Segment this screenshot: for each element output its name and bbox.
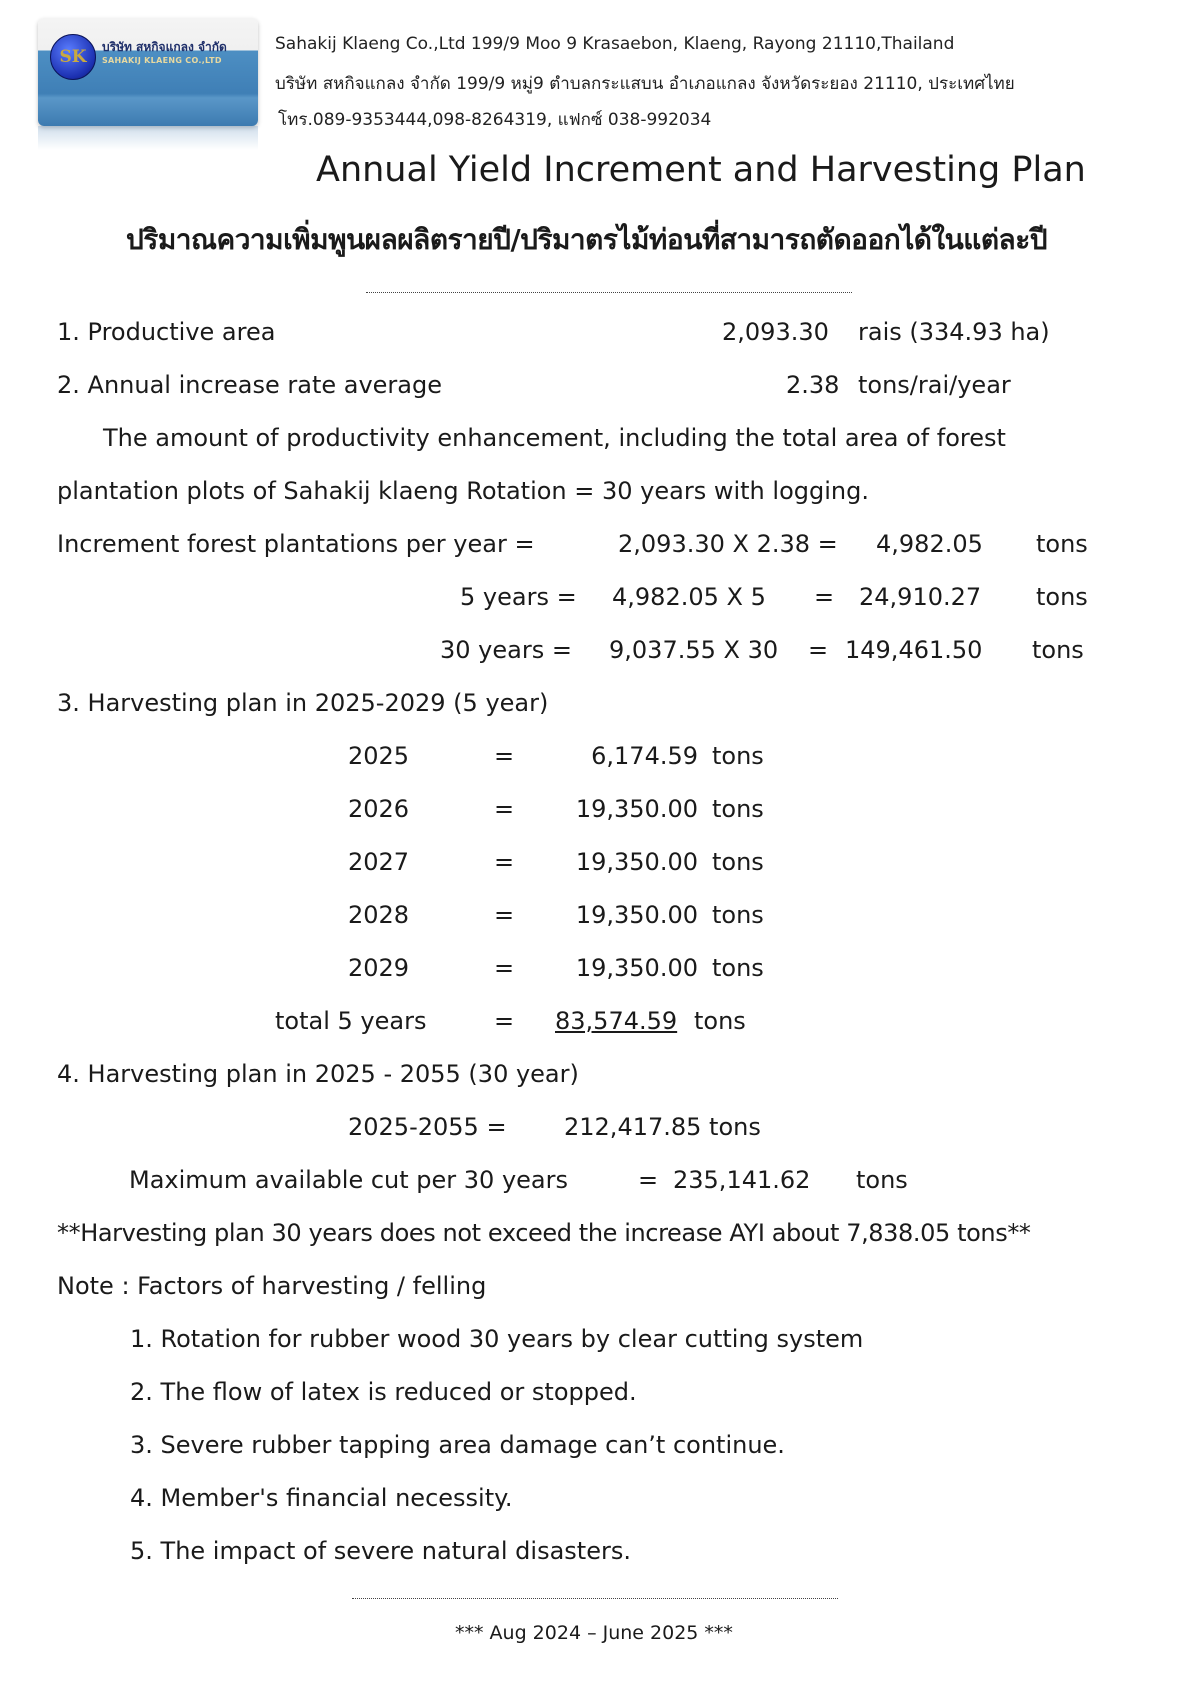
- row-value: 19,350.00: [575, 795, 698, 823]
- address-en: Sahakij Klaeng Co.,Ltd 199/9 Moo 9 Krasaebon, Klaeng, Rayong 21110,Thailand: [275, 34, 955, 54]
- increase-rate-value: 2.38: [786, 371, 840, 399]
- productive-area-unit: rais (334.93 ha): [858, 318, 1050, 346]
- row-value: 6,174.59: [591, 742, 698, 770]
- paragraph-line-2: plantation plots of Sahakij klaeng Rotation = 30 years with logging.: [57, 477, 869, 505]
- logo-name-th: บริษัท สหกิจแกลง จำกัด: [102, 40, 227, 54]
- increment-per-year-formula: 2,093.30 X 2.38 =: [618, 530, 838, 558]
- total-label: total 5 years: [275, 1007, 427, 1035]
- paragraph-line-1: The amount of productivity enhancement, including the total area of forest: [103, 424, 1006, 452]
- page-title: Annual Yield Increment and Harvesting Plan: [316, 150, 1086, 190]
- max-cut-value: 235,141.62: [673, 1166, 811, 1194]
- row-unit: tons: [712, 901, 764, 929]
- increase-rate-unit: tons/rai/year: [858, 371, 1011, 399]
- row-unit: tons: [712, 848, 764, 876]
- max-cut-eq: =: [638, 1166, 659, 1194]
- row-unit: tons: [712, 795, 764, 823]
- increment-5y-formula: 4,982.05 X 5: [612, 583, 766, 611]
- increase-rate-label: 2. Annual increase rate average: [57, 371, 442, 399]
- logo-reflection: [38, 126, 258, 150]
- increment-30y-unit: tons: [1032, 636, 1084, 664]
- increment-per-year-label: Increment forest plantations per year =: [57, 530, 535, 558]
- increment-per-year-result: 4,982.05: [876, 530, 983, 558]
- row-value: 19,350.00: [575, 954, 698, 982]
- total-unit: tons: [694, 1007, 746, 1035]
- row-value: 19,350.00: [575, 901, 698, 929]
- list-item: 3. Severe rubber tapping area damage can’t continue.: [130, 1431, 785, 1459]
- row-unit: tons: [712, 954, 764, 982]
- increment-5y-eq: =: [814, 583, 835, 611]
- increment-5y-unit: tons: [1036, 583, 1088, 611]
- company-logo: [38, 18, 258, 126]
- list-item: 1. Rotation for rubber wood 30 years by clear cutting system: [130, 1325, 864, 1353]
- list-item: 2. The flow of latex is reduced or stopped.: [130, 1378, 637, 1406]
- row-eq: =: [494, 954, 515, 982]
- increment-30y-eq: =: [808, 636, 829, 664]
- max-cut-unit: tons: [856, 1166, 908, 1194]
- row-year: 2026: [348, 795, 410, 823]
- row-unit: tons: [712, 742, 764, 770]
- total-eq: =: [494, 1007, 515, 1035]
- harvest-5y-heading: 3. Harvesting plan in 2025-2029 (5 year): [57, 689, 549, 717]
- increment-30y-formula: 9,037.55 X 30: [609, 636, 779, 664]
- increment-30y-result: 149,461.50: [845, 636, 983, 664]
- divider-top: [366, 292, 852, 293]
- row-eq: =: [494, 742, 515, 770]
- remark: **Harvesting plan 30 years does not exceed the increase AYI about 7,838.05 tons**: [57, 1219, 1031, 1247]
- list-item: 4. Member's financial necessity.: [130, 1484, 513, 1512]
- footer-period: *** Aug 2024 – June 2025 ***: [455, 1622, 733, 1644]
- list-item: 5. The impact of severe natural disasters.: [130, 1537, 631, 1565]
- productive-area-value: 2,093.30: [722, 318, 829, 346]
- contact-info: โทร.089-9353444,098-8264319, แฟกซ์ 038-992034: [278, 110, 712, 130]
- address-th: บริษัท สหกิจแกลง จำกัด 199/9 หมู่9 ตำบลกระแสบน อำเภอแกลง จังหวัดระยอง 21110, ประเทศไทย: [275, 74, 1015, 94]
- row-eq: =: [494, 848, 515, 876]
- increment-5y-label: 5 years =: [460, 583, 577, 611]
- row-year: 2025: [348, 742, 410, 770]
- page-subtitle-th: ปริมาณความเพิ่มพูนผลผลิตรายปี/ปริมาตรไม้ท่อนที่สามารถตัดออกได้ในแต่ละปี: [126, 223, 1048, 256]
- max-cut-label: Maximum available cut per 30 years: [129, 1166, 568, 1194]
- increment-30y-label: 30 years =: [440, 636, 572, 664]
- note-heading: Note : Factors of harvesting / felling: [57, 1272, 487, 1300]
- productive-area-label: 1. Productive area: [57, 318, 276, 346]
- row-year: 2028: [348, 901, 410, 929]
- row-year: 2029: [348, 954, 410, 982]
- harvest-30y-range-label: 2025-2055 =: [348, 1113, 507, 1141]
- divider-bottom: [352, 1598, 838, 1599]
- total-value: 83,574.59: [555, 1007, 678, 1035]
- logo-name-en: SAHAKIJ KLAENG CO.,LTD: [102, 56, 222, 65]
- row-value: 19,350.00: [575, 848, 698, 876]
- harvest-30y-range-value: 212,417.85 tons: [564, 1113, 761, 1141]
- increment-5y-result: 24,910.27: [859, 583, 982, 611]
- row-eq: =: [494, 901, 515, 929]
- harvest-30y-heading: 4. Harvesting plan in 2025 - 2055 (30 year): [57, 1060, 579, 1088]
- logo-monogram: SK: [50, 34, 96, 80]
- increment-per-year-unit: tons: [1036, 530, 1088, 558]
- row-eq: =: [494, 795, 515, 823]
- row-year: 2027: [348, 848, 410, 876]
